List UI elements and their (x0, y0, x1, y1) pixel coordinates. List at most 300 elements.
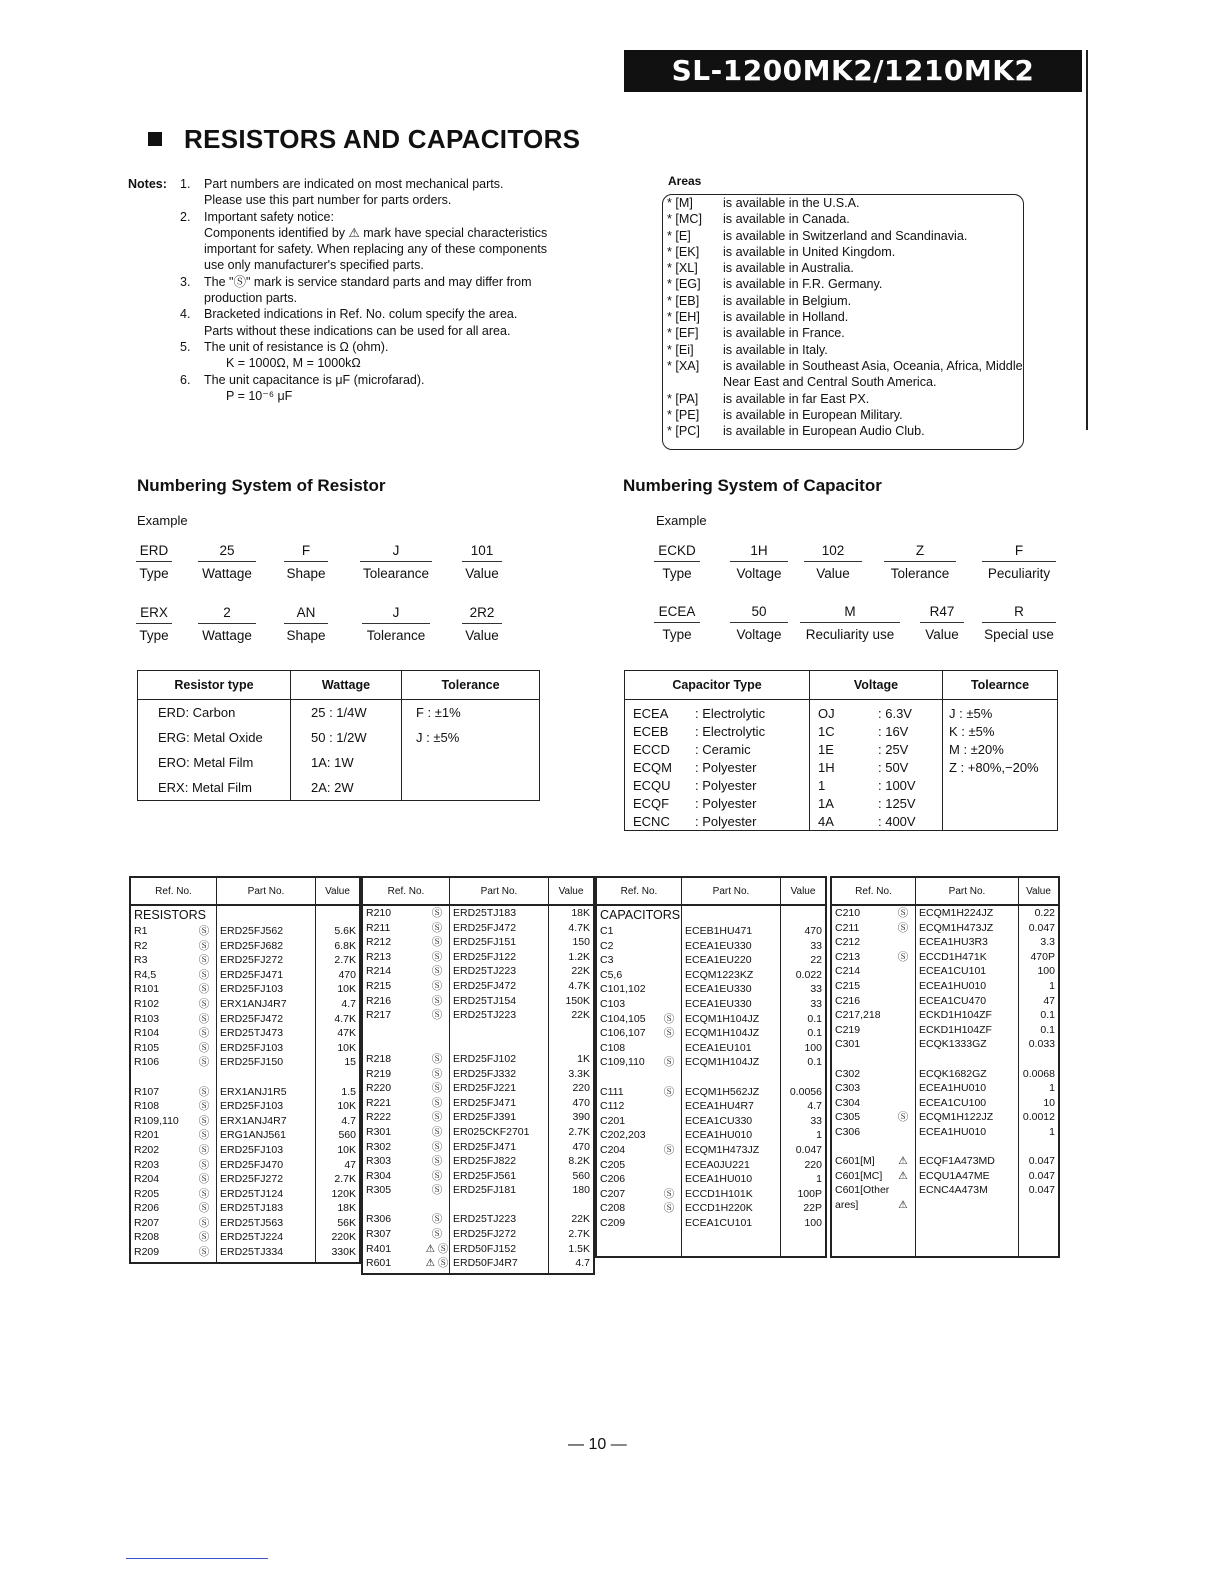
ref-no: ares] (835, 1198, 859, 1211)
ref-no: C205 (600, 1158, 626, 1171)
table-header: Resistor type (138, 671, 291, 700)
voltage-value: : 16V (878, 723, 909, 739)
part-value-cell (549, 935, 593, 950)
resistor-type: ERO: Metal Film (138, 750, 291, 775)
area-description: is available in United Kingdom. (723, 244, 896, 259)
note-item (180, 339, 620, 372)
service-mark: Ⓢ (198, 1012, 210, 1025)
part-ref-cell (363, 994, 449, 1009)
part-ref-cell (597, 1114, 681, 1129)
part-number-cell (916, 1037, 1018, 1052)
part-ref-cell (363, 1110, 449, 1125)
value-column (1019, 906, 1058, 1256)
table-header: Tolerance (402, 671, 540, 700)
part-value-cell (549, 1169, 593, 1184)
part-number: ERD25TJ223 (453, 1009, 517, 1022)
part-value-cell (549, 1256, 593, 1271)
ref-no (597, 1070, 657, 1085)
ref-no: R216 (366, 994, 392, 1007)
part-value: 0.22 (1034, 907, 1055, 919)
ref-no: C211 (835, 921, 860, 934)
part-ref-cell (832, 994, 915, 1009)
part-value-cell (1019, 1183, 1058, 1198)
part-number: ERD25FJ102 (453, 1052, 517, 1065)
service-mark: Ⓢ (431, 1067, 443, 1080)
part-number: ERD25TJ223 (453, 965, 517, 978)
part-ref-cell (832, 1110, 915, 1125)
part-number: ECQM1H224JZ (919, 907, 994, 919)
service-mark: Ⓢ (198, 1085, 210, 1098)
part-value-cell (316, 1187, 359, 1202)
part-value-cell (1019, 1110, 1058, 1125)
part-number-cell (450, 1242, 548, 1257)
area-row (663, 276, 1023, 292)
part-ref-cell (131, 1085, 216, 1100)
numbering-meaning: Wattage (202, 566, 252, 581)
part-number-cell (450, 1096, 548, 1111)
note-item (180, 176, 620, 209)
part-number: ECCD1H471K (919, 950, 987, 963)
note-line: Parts without these indications can be used for all area. (204, 323, 511, 338)
part-number-cell (450, 1212, 548, 1227)
service-mark (192, 1070, 216, 1085)
part-number: ERD25FJ272 (220, 1173, 284, 1186)
resistor-wattage: 25 : 1/4W (291, 700, 402, 726)
ref-no: R401 (366, 1242, 392, 1255)
part-ref-cell (832, 1023, 915, 1038)
note-line: The "Ⓢ" mark is service standard parts and may differ from (204, 274, 532, 289)
ref-no: C219 (835, 1023, 861, 1036)
service-mark: Ⓢ (198, 1114, 210, 1127)
ref-no: R107 (134, 1085, 160, 1098)
part-ref-cell (131, 1099, 216, 1114)
part-number-cell (450, 1227, 548, 1242)
part-value-cell (1019, 1081, 1058, 1096)
numbering-code: ECEA (654, 604, 700, 623)
ref-header: Ref. No. (832, 878, 916, 904)
part-value (590, 1037, 593, 1052)
numbering-code: ECKD (654, 543, 700, 562)
part-number: ERD25FJ103 (220, 1143, 284, 1156)
service-mark: Ⓢ (198, 939, 210, 952)
part-value-cell (316, 1099, 359, 1114)
ref-no: C304 (835, 1096, 861, 1109)
ref-header: Ref. No. (597, 878, 682, 904)
part-number-cell (450, 1125, 548, 1140)
part-ref-cell (131, 1187, 216, 1202)
part-value: 1 (1049, 1082, 1055, 1095)
part-ref-cell (597, 1187, 681, 1202)
part-value-cell (549, 1008, 593, 1023)
ref-no: C208 (600, 1202, 626, 1215)
area-code: * [MC] (667, 212, 702, 227)
area-row (663, 244, 1023, 260)
part-value: 0.0012 (1022, 1111, 1055, 1124)
bottom-link-rule (126, 1558, 268, 1559)
part-number-cell (682, 1099, 780, 1114)
part-value-cell (1019, 921, 1058, 936)
numbering-meaning: Value (925, 627, 959, 642)
service-mark (657, 1128, 681, 1143)
part-value-cell (781, 1201, 825, 1216)
service-mark: Ⓢ (431, 907, 443, 919)
capacitor-type-code: ECEA (633, 705, 669, 721)
part-value-cell (549, 1096, 593, 1111)
part-ref-cell (131, 1026, 216, 1041)
resistor-tolerance (402, 775, 540, 801)
part-value: 150 (572, 936, 590, 949)
numbering-meaning: Type (662, 627, 692, 642)
part-number-cell (916, 1198, 1018, 1213)
numbering-cell (136, 605, 172, 643)
numbering-code: 2 (198, 605, 256, 624)
part-ref-cell (597, 1099, 681, 1114)
part-number: ECQM1H473JZ (685, 1143, 760, 1156)
part-number: ECEA1CU470 (919, 994, 987, 1007)
part-number-cell (682, 1114, 780, 1129)
capacitor-numbering-title: Numbering System of Capacitor (623, 476, 882, 495)
value-column (316, 906, 359, 1262)
voltage-value: : 400V (878, 813, 916, 829)
part-number-cell (450, 1256, 548, 1271)
part-value-cell (316, 1055, 359, 1070)
part-value-cell (316, 939, 359, 954)
part-value-cell (316, 1230, 359, 1245)
part-value: 1 (1049, 979, 1055, 992)
part-number: ECEA1HU010 (685, 1129, 753, 1142)
ref-no: R201 (134, 1129, 160, 1142)
part-number: ERD25FJ221 (453, 1082, 517, 1095)
capacitor-voltage (810, 758, 943, 776)
service-mark (657, 1172, 681, 1187)
spacer (217, 906, 315, 924)
part-value-cell (1019, 1169, 1058, 1184)
capacitor-tolerance (943, 812, 1058, 831)
ref-no: C202,203 (600, 1129, 646, 1142)
ref-no: C108 (600, 1041, 626, 1054)
numbering-meaning: Type (662, 566, 692, 581)
area-code: * [EG] (667, 277, 701, 292)
numbering-meaning: Voltage (736, 627, 782, 642)
part-value-cell (781, 1128, 825, 1143)
part-number: ERD25TJ124 (220, 1187, 284, 1200)
part-number-cell (916, 1125, 1018, 1140)
area-description: is available in Southeast Asia, Oceania, Africa, Middle Near East and Central South America. (723, 358, 1023, 390)
part-number (916, 1052, 919, 1067)
part-value-cell (781, 924, 825, 939)
voltage-code: OJ (818, 705, 835, 721)
part-value (356, 1070, 359, 1085)
area-code: * [EF] (667, 326, 699, 341)
area-description: is available in France. (723, 326, 845, 341)
ref-no: C210 (835, 907, 861, 919)
part-value-cell (1019, 1037, 1058, 1052)
part-number: ERD25FJ471 (453, 1140, 517, 1153)
service-mark (657, 997, 681, 1012)
parts-column-1 (129, 876, 361, 1264)
part-number-cell (450, 1081, 548, 1096)
part-number (916, 1198, 919, 1213)
part-value: 2.7K (568, 1125, 590, 1138)
part-value: 100P (797, 1187, 822, 1200)
numbering-cell (362, 605, 430, 643)
part-number: ECKD1H104ZF (919, 1009, 992, 1022)
part-ref-cell (597, 968, 681, 983)
part-header: Part No. (450, 878, 549, 904)
part-number: ERD25TJ183 (453, 907, 517, 919)
part-number-cell (682, 1158, 780, 1173)
area-row (663, 309, 1023, 325)
part-value: 22 (810, 954, 822, 967)
part-number-cell (217, 1245, 315, 1260)
part-value-cell (781, 997, 825, 1012)
part-number-cell (450, 1052, 548, 1067)
service-mark: Ⓢ (663, 1027, 675, 1040)
part-ref-cell (597, 997, 681, 1012)
part-ref-cell (597, 982, 681, 997)
part-number-cell (916, 1110, 1018, 1125)
part-number: ERD25FJ822 (453, 1155, 517, 1168)
part-number: ERD25FJ391 (453, 1111, 517, 1124)
part-value-cell (781, 1012, 825, 1027)
part-value: 33 (810, 1114, 822, 1127)
part-value-cell (781, 1216, 825, 1231)
ref-no: C207 (600, 1187, 626, 1200)
part-value-cell (1019, 906, 1058, 921)
capacitor-type-code: ECNC (633, 813, 670, 829)
part-ref-cell (131, 1143, 216, 1158)
service-mark (891, 1183, 915, 1198)
part-number-cell (916, 1183, 1018, 1198)
service-mark: Ⓢ (431, 1155, 443, 1168)
part-value: 8.2K (568, 1155, 590, 1168)
service-mark (657, 1114, 681, 1129)
ref-no: R218 (366, 1052, 392, 1065)
part-ref-cell (131, 1158, 216, 1173)
area-description: is available in European Military. (723, 407, 903, 422)
part-number-cell (217, 1041, 315, 1056)
group-label: CAPACITORS (600, 908, 681, 922)
note-line: Part numbers are indicated on most mechanical parts. (204, 177, 504, 191)
part-value-cell (316, 1216, 359, 1231)
part-value: 220 (572, 1082, 590, 1095)
part-value-cell (549, 1110, 593, 1125)
service-mark: Ⓢ (663, 1187, 675, 1200)
part-ref-cell (131, 968, 216, 983)
capacitor-type-name: : Electrolytic (695, 705, 766, 721)
part-number: ECQK1682GZ (919, 1067, 987, 1080)
parts-column-4 (830, 876, 1060, 1258)
numbering-meaning: Value (465, 628, 499, 643)
area-description: is available in Belgium. (723, 293, 852, 308)
capacitor-type (625, 740, 810, 758)
ref-no: R203 (134, 1158, 160, 1171)
part-value: 150K (565, 994, 590, 1007)
capacitor-type (625, 722, 810, 740)
section-title-text: RESISTORS AND CAPACITORS (184, 124, 581, 154)
area-row (663, 358, 1023, 391)
part-number: ERD25FJ561 (453, 1169, 517, 1182)
area-code: * [PC] (667, 424, 700, 439)
parts-header (597, 878, 825, 906)
capacitor-type (625, 794, 810, 812)
service-mark: ⚠ (898, 1198, 908, 1211)
part-number: ECQU1A47ME (919, 1169, 990, 1182)
voltage-code: 1E (818, 741, 834, 757)
part-value: 47 (344, 1158, 356, 1171)
ref-no (832, 1140, 891, 1155)
part-ref-cell (832, 1125, 915, 1140)
part-value-cell (316, 1158, 359, 1173)
part-number (450, 1037, 453, 1052)
part-number: ECQM1H122JZ (919, 1111, 994, 1124)
capacitor-type-code: ECQF (633, 795, 670, 811)
part-ref-cell (832, 979, 915, 994)
part-value-cell (316, 1201, 359, 1216)
part-value: 180 (572, 1184, 590, 1197)
part-number-cell (217, 939, 315, 954)
service-mark: Ⓢ (431, 1052, 443, 1065)
service-mark: Ⓢ (663, 1202, 675, 1215)
part-value (590, 1023, 593, 1038)
part-value-cell (549, 921, 593, 936)
numbering-code: 25 (198, 543, 256, 562)
part-value-cell (1019, 1052, 1058, 1067)
service-mark: Ⓢ (431, 921, 443, 934)
part-value-cell (1019, 1154, 1058, 1169)
part-value: 22K (571, 965, 590, 978)
part-number: ECEA0JU221 (685, 1158, 750, 1171)
area-description: is available in European Audio Club. (723, 424, 925, 439)
service-mark: Ⓢ (431, 1082, 443, 1095)
part-value: 10K (337, 1041, 356, 1054)
service-mark (657, 1099, 681, 1114)
ref-no: C306 (835, 1125, 861, 1138)
service-mark: Ⓢ (663, 1012, 675, 1025)
part-number: ECEA1EU220 (685, 954, 752, 967)
area-description: is available in Australia. (723, 261, 854, 276)
part-value-cell (781, 1158, 825, 1173)
part-ref-cell (832, 1183, 915, 1198)
table-header: Tolearnce (943, 671, 1058, 700)
part-value-cell (1019, 1023, 1058, 1038)
resistor-tolerance (402, 750, 540, 775)
part-value: 33 (810, 939, 822, 952)
part-ref-cell (363, 1023, 449, 1038)
part-number: ECQM1H104JZ (685, 1012, 760, 1025)
area-code: * [EB] (667, 293, 700, 308)
part-number-cell (217, 924, 315, 939)
ref-no: R209 (134, 1246, 160, 1259)
resistor-wattage: 50 : 1/2W (291, 725, 402, 750)
part-number-cell (450, 1110, 548, 1125)
resistor-wattage: 1A: 1W (291, 750, 402, 775)
part-number: ERG1ANJ561 (220, 1129, 286, 1142)
numbering-cell (654, 604, 700, 642)
voltage-value: : 6.3V (878, 705, 912, 721)
service-mark (657, 953, 681, 968)
part-value: 4.7 (341, 1114, 356, 1127)
part-ref-cell (363, 950, 449, 965)
area-row (663, 228, 1023, 244)
area-code: * [PA] (667, 391, 699, 406)
note-number: 6. (180, 372, 191, 387)
voltage-code: 1H (818, 759, 835, 775)
area-description: is available in the U.S.A. (723, 196, 860, 210)
part-number-cell (916, 994, 1018, 1009)
part-value: 0.047 (1028, 921, 1055, 934)
part-value (590, 1198, 593, 1213)
part-value-cell (549, 1125, 593, 1140)
service-mark: Ⓢ (431, 1140, 443, 1153)
part-value: 0.1 (807, 1056, 822, 1069)
part-number-cell (682, 953, 780, 968)
part-number-cell (217, 968, 315, 983)
part-number-cell (916, 1169, 1018, 1184)
service-mark: Ⓢ (198, 1129, 210, 1142)
area-row (663, 293, 1023, 309)
ref-no: R202 (134, 1143, 160, 1156)
numbering-cell (462, 605, 502, 643)
part-column (682, 906, 781, 1256)
capacitor-type (625, 758, 810, 776)
part-value-cell (549, 1227, 593, 1242)
voltage-value: : 25V (878, 741, 909, 757)
service-mark (891, 1067, 915, 1082)
part-value-cell (1019, 979, 1058, 994)
part-value (1055, 1198, 1058, 1213)
part-ref-cell (832, 1008, 915, 1023)
part-value: 2.7K (334, 954, 356, 967)
part-value: 470 (804, 925, 822, 937)
part-number-cell (916, 1096, 1018, 1111)
part-value: 1 (816, 1173, 822, 1186)
part-number-cell (682, 1172, 780, 1187)
part-value-cell (781, 1055, 825, 1070)
part-value: 33 (810, 997, 822, 1010)
part-value-cell (549, 1052, 593, 1067)
part-header: Part No. (916, 878, 1019, 904)
resistor-example-label: Example (137, 513, 188, 528)
resistor-tolerance: F : ±1% (402, 700, 540, 726)
part-ref-cell (131, 1070, 216, 1085)
part-value-cell (549, 950, 593, 965)
service-mark: Ⓢ (897, 921, 909, 934)
service-mark: Ⓢ (663, 1085, 675, 1098)
numbering-meaning: Special use (984, 627, 1054, 642)
capacitor-voltage (810, 722, 943, 740)
part-number-cell (450, 1183, 548, 1198)
ref-no: R301 (366, 1125, 392, 1138)
capacitor-type (625, 776, 810, 794)
area-description: is available in Canada. (723, 212, 850, 227)
part-ref-cell (131, 997, 216, 1012)
service-mark: ⚠ (898, 1155, 908, 1168)
ref-no: C213 (835, 950, 861, 963)
part-number-cell (450, 1154, 548, 1169)
numbering-meaning: Tolerance (890, 566, 950, 581)
ref-no: C5,6 (600, 968, 623, 981)
numbering-cell (982, 543, 1056, 581)
numbering-cell (136, 543, 172, 581)
part-number: ERD25FJ332 (453, 1067, 517, 1080)
ref-no: C212 (835, 936, 861, 949)
part-ref-cell (363, 1212, 449, 1227)
service-mark: Ⓢ (198, 983, 210, 996)
ref-no: R104 (134, 1027, 160, 1040)
part-number: ECEB1HU471 (685, 925, 753, 937)
ref-no: R305 (366, 1184, 392, 1197)
